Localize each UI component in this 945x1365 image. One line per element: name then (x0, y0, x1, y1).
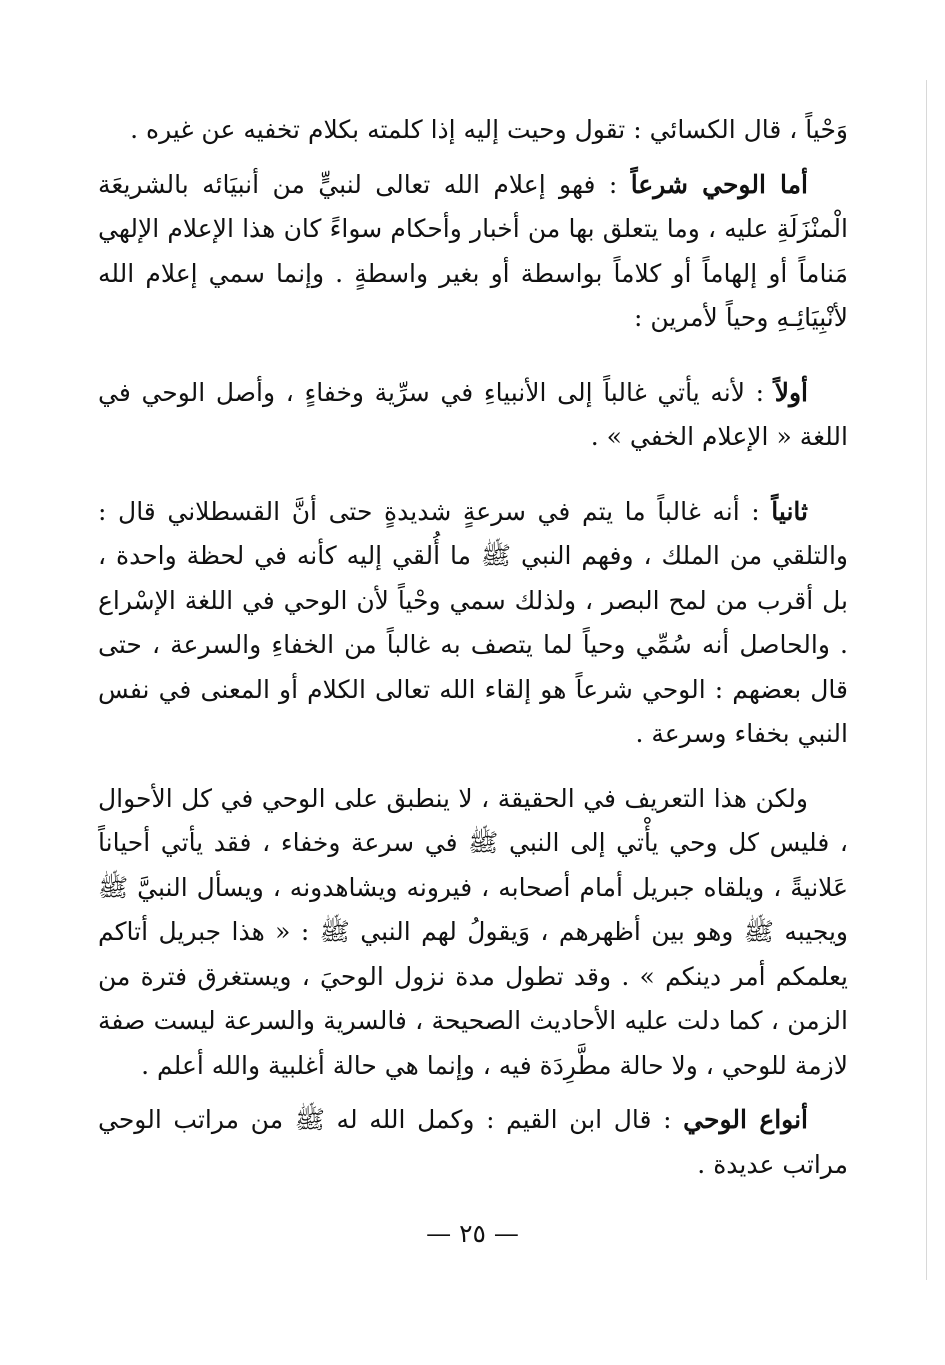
paragraph-text: : فهو إعلام الله تعالى لنبيٍّ من أنبيَائه بالشريعَة الْمنْزَلَةِ عليه ، وما يتعلق بها من أخبار وأحكام سواءً كان هذا الإعلام الإلهي مَناماً أو إلهاماً أو كلاماً بواسطة أو بغير واسطةٍ . وإنما سمي إعلام الله لأنْبِيَائِـهِ وحياً لأمرين : (98, 169, 848, 332)
paragraph-heading: ثانياً (771, 496, 808, 526)
paragraph-heading: أما الوحي شرعاً (630, 169, 809, 199)
paragraph-heading: أنواع الوحي (683, 1105, 808, 1134)
paragraph-text: وَحْياً ، قال الكسائي : تقول وحيت إليه إذا كلمته بكلام تخفيه عن غيره . (130, 115, 848, 144)
paragraph-heading: أولاً (774, 377, 808, 407)
paragraph-text: ولكن هذا التعريف في الحقيقة ، لا ينطبق على الوحي في كل الأحوال ، فليس كل وحي يأْتي إلى النبي ﷺ في سرعة وخفاء ، فقد يأتي أحياناً عَلانيةً ، ويلقاه جبريل أمام أصحابه ، فيرونه ويشاهدونه ، ويسأل النبيَّ ﷺ ويجيبه ﷺ وهو بين أظهرهم ، وَيقولُ لهم النبي ﷺ : « هذا جبريل أتاكم يعلمكم أمر دينكم » . وقد تطول مدة نزول الوحيَ ، ويستغرق فترة من الزمن ، كما دلت عليه الأحاديث الصحيحة ، فالسرية والسرعة ليست صفة لازمة للوحي ، ولا حالة مطَّرِدَة فيه ، وإنما هي حالة أغلبية والله أعلم . (98, 783, 848, 1080)
paragraph-intro (98, 108, 848, 153)
paragraph-text: : لأنه يأتي غالباً إلى الأنبياءِ في سرِّية وخفاءٍ ، وأصل الوحي في اللغة « الإعلام الخفي » . (98, 377, 848, 451)
paragraph-types (98, 1098, 848, 1187)
paragraph-clarification (98, 777, 848, 1089)
paragraph-text: : قال ابن القيم : وكمل الله له ﷺ من مراتب الوحي مراتب عديدة . (98, 1105, 848, 1179)
page-number: — ٢٥ — (426, 1219, 519, 1248)
paragraph-text: : أنه غالباً ما يتم في سرعةٍ شديدةٍ حتى أنَّ القسطلاني قال : والتلقي من الملك ، وفهم النبي ﷺ ما أُلقي إليه كأنه في لحظة واحدة ، بل أقرب من لمح البصر ، ولذلك سمي وحْياً لأن الوحي في اللغة الإسْراع . والحاصل أنه سُمِّي وحياً لما يتصف به غالباً من الخفاءِ والسرعة ، حتى قال بعضهم : الوحي شرعاً هو إلقاء الله تعالى الكلام أو المعنى في نفس النبي بخفاء وسرعة . (98, 496, 848, 748)
paragraph-second-reason (98, 490, 848, 757)
paragraph-definition (98, 163, 848, 341)
page-body (98, 108, 848, 1187)
page-edge-line (926, 80, 927, 1280)
paragraph-first-reason (98, 371, 848, 460)
